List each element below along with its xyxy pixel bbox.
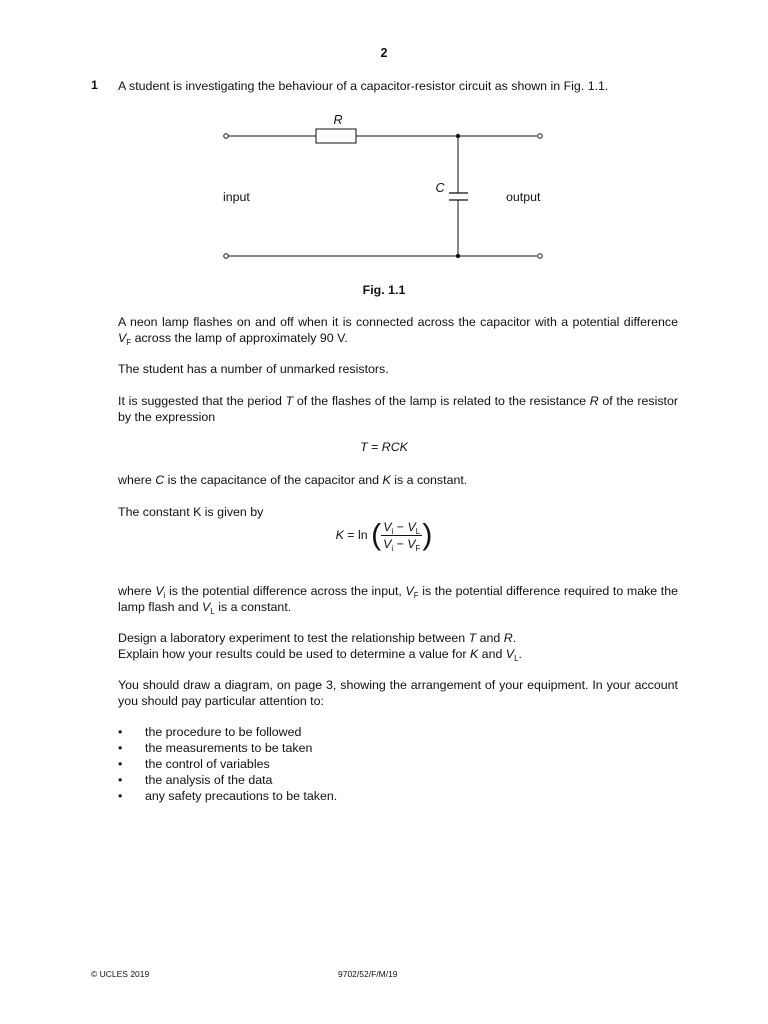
capacitor-label: C bbox=[435, 181, 445, 195]
junction-bottom bbox=[456, 254, 460, 258]
resistor bbox=[316, 129, 356, 143]
junction-top bbox=[456, 134, 460, 138]
input-label: input bbox=[223, 190, 250, 204]
question-number: 1 bbox=[91, 78, 98, 92]
list-item: • the procedure to be followed bbox=[118, 724, 337, 740]
list-item: • the analysis of the data bbox=[118, 772, 337, 788]
circuit-diagram bbox=[0, 0, 768, 300]
figure-caption: Fig. 1.1 bbox=[362, 283, 406, 297]
resistor-label: R bbox=[333, 113, 343, 127]
input-terminal-bottom bbox=[224, 254, 228, 258]
output-terminal-top bbox=[538, 134, 542, 138]
question-intro: A student is investigating the behaviour of a capacitor-resistor circuit as shown in Fig. 1.1. bbox=[118, 79, 609, 93]
explain-line: Explain how your results could be used to determine a value for K and $V_L$. bbox=[118, 647, 522, 663]
list-item: • the measurements to be taken bbox=[118, 740, 337, 756]
page-number: 2 bbox=[380, 46, 388, 60]
equation-k: K = ln ( $\frac{V_i - V_L}{V_i - V_F}$ ) bbox=[335, 518, 433, 553]
paragraph-neon-lamp: A neon lamp flashes on and off when it is connected across the capacitor with a potential difference $V_F$ across the lamp of approximately 90 V. bbox=[118, 315, 678, 347]
footer-paper-code: 9702/52/F/M/19 bbox=[338, 969, 398, 979]
attention-list bbox=[118, 724, 337, 804]
equation-period: T = RCK bbox=[360, 440, 408, 454]
paragraph-where-vi: where $V_i$ is the potential difference across the input, $V_F$ is the potential difference required to make the lamp flash and $V_L$ is a constant. bbox=[118, 584, 678, 616]
paragraph-design-task bbox=[118, 630, 678, 662]
paragraph-resistors: The student has a number of unmarked resistors. bbox=[118, 362, 389, 376]
list-item: • any safety precautions to be taken. bbox=[118, 788, 337, 804]
paragraph-constant-k: The constant K is given by bbox=[118, 505, 264, 519]
input-terminal-top bbox=[224, 134, 228, 138]
output-terminal-bottom bbox=[538, 254, 542, 258]
paragraph-suggestion: It is suggested that the period T of the flashes of the lamp is related to the resistance R of the resistor by the expression bbox=[118, 394, 678, 424]
paragraph-where-c: where C is the capacitance of the capacitor and K is a constant. bbox=[118, 473, 468, 487]
output-label: output bbox=[506, 190, 541, 204]
list-item: • the control of variables bbox=[118, 756, 337, 772]
paragraph-instructions: You should draw a diagram, on page 3, showing the arrangement of your equipment. In your account you should pay particular attention to: bbox=[118, 678, 678, 708]
design-line: Design a laboratory experiment to test the relationship between T and R. bbox=[118, 631, 517, 645]
footer-copyright: © UCLES 2019 bbox=[91, 969, 150, 979]
